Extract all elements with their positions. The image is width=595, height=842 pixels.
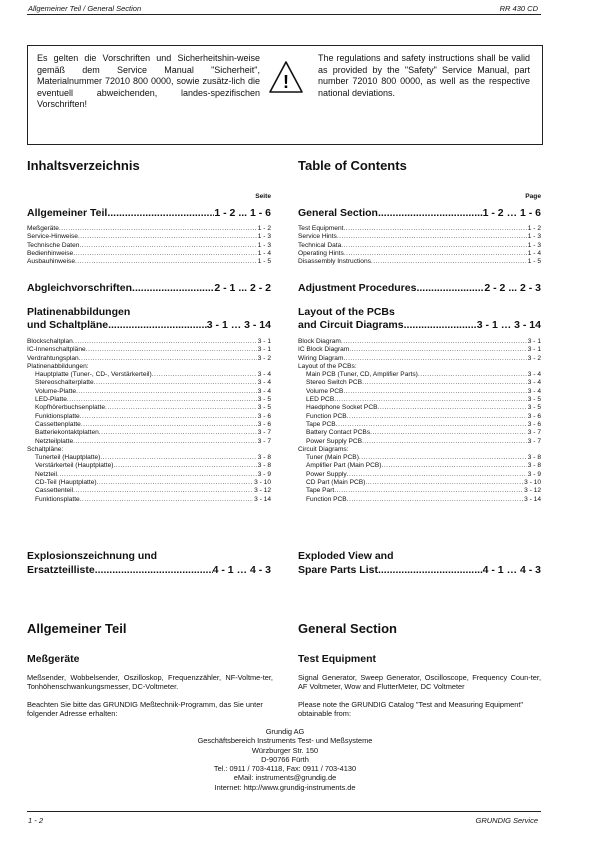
toc-de-section-4[interactable] (27, 564, 271, 577)
toc-entry-title: Layout of the PCBs: (298, 362, 357, 370)
address-line: Würzburger Str. 150 (251, 745, 319, 755)
general-en-paragraph-1: Signal Generator, Sweep Generator, Oscilloscope, Frequency Coun-ter, AF Voltmeter, Wow and FlutterMeter, DC Voltmeter (298, 673, 541, 692)
toc-entry-title: Meßgeräte (27, 225, 59, 232)
toc-entry[interactable] (27, 429, 271, 437)
toc-entry-title: Technische Daten (27, 241, 80, 249)
toc-entry[interactable] (27, 233, 271, 241)
address-line: Grundig AG (265, 727, 305, 736)
toc-de-section-1[interactable] (27, 207, 271, 220)
toc-leader-dots (73, 250, 257, 258)
toc-entry[interactable] (298, 421, 541, 429)
toc-entry-title: Funktionsplatte (35, 495, 80, 503)
toc-entry-page: 3 - 5 (527, 404, 541, 412)
toc-entry[interactable] (27, 413, 271, 421)
toc-entry-title: Tunerteil (Hauptplatte) (35, 454, 101, 462)
toc-entry-title: Main PCB (Tuner, CD, Amplifier Parts) (306, 371, 418, 379)
safety-notice-de: Es gelten die Vorschriften und Sicherheitshin-weise gemäß dem Service Manual "Sicherheit", Materialnummer 72010 800 0000, sowie zusätz-lich die eventuell abweichenden, landes-spezifischen Vorschriften! (37, 53, 260, 109)
toc-de-section-2[interactable] (27, 282, 271, 295)
toc-entry-page: 1 - 2 (527, 225, 541, 232)
toc-leader-dots (381, 462, 526, 470)
toc-en-section-4-pages: 4 - 1 … 4 - 3 (482, 564, 541, 576)
toc-entry[interactable] (298, 363, 541, 371)
toc-entry-title: Disassembly Instructions (298, 258, 371, 266)
toc-entry-title: Netzteilplatte (35, 437, 74, 445)
toc-entry-page: 1 - 4 (257, 249, 271, 257)
toc-entry-title: Amplifier Part (Main PCB) (306, 462, 382, 470)
toc-entry-page: 3 - 7 (527, 437, 541, 445)
general-en-title: General Section (298, 621, 397, 636)
toc-entry[interactable] (27, 471, 271, 479)
toc-entry-page: 3 - 6 (257, 420, 271, 428)
toc-entry[interactable] (298, 438, 541, 446)
toc-de-section-1-title: Allgemeiner Teil (27, 207, 108, 219)
toc-leader-dots (73, 438, 257, 446)
toc-entry-title: Batteriekontaktplatten (35, 429, 99, 437)
general-en-paragraph-2: Please note the GRUNDIG Catalog "Test and Measuring Equipment" obtainable from: (298, 700, 524, 719)
toc-entry-page: 3 - 14 (524, 495, 541, 503)
toc-leader-dots (418, 371, 527, 379)
toc-leader-dots (334, 396, 527, 404)
toc-entry[interactable] (298, 471, 541, 479)
toc-entry[interactable] (27, 487, 271, 495)
header-left: Allgemeiner Teil / General Section (28, 4, 142, 13)
toc-entry[interactable] (27, 396, 271, 404)
toc-entry-page: 3 - 4 (257, 371, 271, 379)
toc-entry[interactable] (27, 404, 271, 412)
toc-entry-page: 3 - 1 (257, 338, 271, 345)
toc-de-section-2-title: Abgleichvorschriften (27, 282, 133, 294)
toc-entry-title: Netzteil (35, 470, 57, 478)
toc-en-section-2[interactable] (298, 282, 541, 295)
toc-entry[interactable] (27, 258, 271, 266)
safety-notice-en: The regulations and safety instructions shall be valid as provided by the "Safety" Service Manual, part number 72010 800 0000, as well as the respective national deviations. (318, 53, 530, 98)
toc-entry[interactable] (298, 496, 541, 504)
toc-leader-dots (370, 429, 527, 437)
toc-leader-dots (79, 242, 256, 250)
toc-de-section-4-pages: 4 - 1 … 4 - 3 (212, 564, 271, 576)
toc-entry-page: 3 - 1 (527, 346, 541, 354)
toc-entry-page: 1 - 3 (257, 241, 271, 249)
toc-en-section-3-pages: 3 - 1 … 3 - 14 (476, 319, 541, 331)
footer-brand: GRUNDIG Service (475, 816, 538, 825)
toc-entry-title: Volume-Platte (35, 387, 77, 395)
toc-entry-page: 3 - 14 (254, 495, 271, 503)
toc-entry[interactable] (27, 338, 271, 346)
toc-leader-dots (347, 496, 523, 504)
toc-entry[interactable] (298, 371, 541, 379)
toc-leader-dots (341, 338, 527, 346)
toc-entry-page: 3 - 8 (257, 462, 271, 470)
toc-entry[interactable] (298, 462, 541, 470)
toc-entry[interactable] (27, 242, 271, 250)
toc-leader-dots (343, 225, 526, 233)
toc-entry-title: CD Part (Main PCB) (306, 479, 366, 487)
toc-leader-dots (81, 421, 257, 429)
toc-entry[interactable] (298, 446, 541, 454)
toc-leader-dots (99, 429, 257, 437)
toc-entry[interactable] (27, 479, 271, 487)
toc-entry-page: 3 - 6 (527, 420, 541, 428)
toc-leader-dots (97, 479, 254, 487)
toc-entry[interactable] (298, 346, 541, 354)
toc-leader-dots (57, 471, 257, 479)
toc-entry[interactable] (27, 363, 271, 371)
toc-entry-title: Test Equipment (298, 225, 344, 232)
toc-leader-dots (75, 258, 257, 266)
toc-leader-dots (347, 471, 527, 479)
toc-de-section-3[interactable] (27, 319, 271, 332)
toc-leader-dots (105, 404, 257, 412)
toc-entry[interactable] (27, 438, 271, 446)
toc-entry[interactable] (298, 379, 541, 387)
toc-de-s3-list (27, 338, 271, 504)
general-de-paragraph-2: Beachten Sie bitte das GRUNDIG Meßtechnik-Programm, das Sie unter folgender Adresse erhalten: (27, 700, 263, 719)
toc-en-section-3[interactable] (298, 319, 541, 332)
toc-entry-title: Power Supply (306, 470, 347, 478)
toc-entry-title: Power Supply PCB (306, 437, 363, 445)
toc-entry[interactable] (298, 338, 541, 346)
toc-entry[interactable] (27, 355, 271, 363)
toc-leader-dots (73, 338, 257, 346)
address-block (140, 727, 430, 792)
toc-leader-dots (344, 250, 527, 258)
toc-entry-title: Cassettenplatte (35, 420, 81, 428)
toc-entry-title: Stereo Switch PCB (306, 379, 363, 387)
toc-leader-dots (80, 413, 257, 421)
toc-de-section-3-title-1: Platinenabbildungen (27, 306, 131, 318)
toc-leader-dots (336, 421, 527, 429)
toc-entry-title: Tuner (Main PCB) (306, 454, 359, 462)
warning-triangle-icon (268, 60, 304, 94)
toc-entry-page: 3 - 8 (527, 454, 541, 462)
toc-entry-title: Service Hints (298, 233, 337, 241)
toc-entry-title: Verdrahtungsplan (27, 354, 79, 362)
toc-entry-title: Service-Hinweise (27, 233, 78, 241)
toc-leader-dots (80, 496, 253, 504)
toc-entry[interactable] (298, 479, 541, 487)
toc-entry[interactable] (298, 258, 541, 266)
toc-entry[interactable] (298, 355, 541, 363)
toc-entry-page: 3 - 9 (527, 470, 541, 478)
toc-entry-title: Tape PCB (306, 420, 336, 428)
toc-entry-page: 3 - 4 (527, 371, 541, 379)
toc-leader-dots (113, 462, 256, 470)
toc-entry-page: 3 - 6 (527, 412, 541, 420)
toc-entry-title: Verstärkerteil (Hauptplatte) (35, 462, 114, 470)
toc-en-section-1[interactable] (298, 207, 541, 220)
toc-leader-dots (334, 487, 523, 495)
toc-entry[interactable] (27, 371, 271, 379)
toc-entry-page: 1 - 5 (527, 258, 541, 266)
toc-de-section-4-title-1: Explosionszeichnung und (27, 550, 158, 562)
toc-entry[interactable] (27, 446, 271, 454)
toc-entry-title: Funktionsplatte (35, 412, 80, 420)
toc-leader-dots (365, 479, 523, 487)
toc-entry-title: Kopfhörerbuchsenplatte (35, 404, 106, 412)
toc-de-s1-list (27, 225, 271, 266)
toc-entry-page: 3 - 12 (524, 487, 541, 495)
toc-entry-page: 3 - 7 (257, 429, 271, 437)
toc-entry-page: 1 - 3 (527, 233, 541, 241)
toc-en-page-label: Page (525, 193, 541, 200)
toc-entry[interactable] (298, 388, 541, 396)
toc-en-section-1-title: General Section (298, 207, 378, 219)
toc-en-section-4[interactable] (298, 564, 541, 577)
footer-page-number: 1 - 2 (28, 816, 44, 825)
toc-entry-page: 3 - 7 (257, 437, 271, 445)
general-de-subtitle: Meßgeräte (27, 653, 80, 665)
toc-de-page-label: Seite (255, 193, 271, 200)
toc-entry-page: 3 - 12 (254, 487, 271, 495)
toc-entry-title: Schaltpläne: (27, 445, 64, 453)
toc-entry-page: 3 - 2 (257, 354, 271, 362)
toc-leader-dots (371, 258, 527, 266)
header-right: RR 430 CD (499, 4, 538, 13)
toc-entry-title: Block Diagram (298, 338, 341, 345)
toc-entry[interactable] (298, 396, 541, 404)
toc-leader-dots (152, 371, 257, 379)
toc-entry[interactable] (27, 454, 271, 462)
toc-en-s1-list (298, 225, 541, 266)
toc-entry-page: 3 - 2 (527, 354, 541, 362)
toc-entry-page: 3 - 6 (257, 412, 271, 420)
address-line: D-90766 Fürth (261, 754, 309, 764)
toc-leader-dots (100, 454, 256, 462)
toc-leader-dots (73, 487, 253, 495)
toc-de-section-4-title-2: Ersatzteilliste (27, 564, 95, 576)
toc-entry-title: Circuit Diagrams: (298, 445, 349, 453)
general-de-title: Allgemeiner Teil (27, 621, 127, 636)
toc-leader-dots (341, 242, 527, 250)
toc-de-title: Inhaltsverzeichnis (27, 158, 140, 173)
toc-en-section-3-title-1: Layout of the PCBs (298, 306, 395, 318)
toc-de-section-2-pages: 2 - 1 ... 2 - 2 (214, 282, 271, 294)
toc-entry-title: Platinenabbildungen: (27, 362, 89, 370)
toc-entry[interactable] (298, 487, 541, 495)
toc-entry[interactable] (298, 429, 541, 437)
toc-entry[interactable] (298, 454, 541, 462)
toc-entry-page: 1 - 3 (257, 233, 271, 241)
address-line: Geschäftsbereich Instruments Test- und Meßsysteme (197, 736, 373, 746)
toc-leader-dots (337, 233, 527, 241)
toc-entry[interactable] (298, 242, 541, 250)
general-de-paragraph-1: Meßsender, Wobbelsender, Oszilloskop, Frequenzzähler, NF-Voltme-ter, Tonhöhenschwankungsmesser, DC-Voltmeter. (27, 673, 273, 692)
toc-leader-dots (359, 454, 527, 462)
address-phone-line: Tel.: 0911 / 703-4118, Fax: 0911 / 703-4130 (213, 764, 357, 774)
address-website-link[interactable]: Internet: http://www.grundig-instruments.de (214, 782, 356, 792)
footer-rule (27, 811, 541, 812)
toc-entry[interactable] (27, 346, 271, 354)
toc-entry-title: IC-Innenschaltpläne (27, 346, 86, 354)
toc-entry-title: Blockschaltplan (27, 338, 73, 345)
toc-leader-dots (349, 346, 526, 354)
warning-symbol: ! (283, 72, 289, 92)
toc-entry-title: Ausbauhinweise (27, 258, 76, 266)
toc-entry-title: Cassettenteil (35, 487, 74, 495)
toc-entry[interactable] (298, 225, 541, 233)
toc-leader-dots (343, 355, 526, 363)
toc-entry-title: Volume PCB (306, 387, 344, 395)
toc-en-section-4-title-2: Spare Parts List (298, 564, 378, 576)
toc-leader-dots (79, 355, 257, 363)
toc-leader-dots (362, 379, 527, 387)
toc-entry-page: 3 - 7 (527, 429, 541, 437)
toc-entry[interactable] (298, 233, 541, 241)
toc-entry-title: CD-Teil (Hauptplatte) (35, 479, 97, 487)
toc-en-section-1-pages: 1 - 2 … 1 - 6 (482, 207, 541, 219)
toc-entry-title: Tape Part (306, 487, 335, 495)
toc-en-section-4-title-1: Exploded View and (298, 550, 394, 562)
toc-entry-title: Technical Data (298, 241, 342, 249)
toc-en-section-2-pages: 2 - 2 ... 2 - 3 (484, 282, 541, 294)
toc-de-section-3-title-2: und Schaltpläne (27, 319, 109, 331)
toc-entry[interactable] (27, 250, 271, 258)
toc-entry-title: Hauptplatte (Tuner-, CD-, Verstärkerteil) (35, 371, 152, 379)
toc-entry[interactable] (27, 462, 271, 470)
toc-entry-page: 3 - 10 (254, 479, 271, 487)
toc-entry-page: 3 - 8 (527, 462, 541, 470)
toc-leader-dots (59, 225, 257, 233)
toc-entry-page: 3 - 5 (527, 396, 541, 404)
toc-entry-title: Battery Contact PCBs (306, 429, 371, 437)
toc-en-section-3-title-2: and Circuit Diagrams (298, 319, 404, 331)
address-email-link[interactable]: eMail: instruments@grundig.de (233, 773, 337, 783)
toc-entry-title: Function PCB (306, 495, 347, 503)
toc-entry[interactable] (27, 421, 271, 429)
toc-entry-page: 1 - 2 (257, 225, 271, 232)
toc-entry-page: 3 - 4 (257, 379, 271, 387)
toc-entry[interactable] (298, 404, 541, 412)
toc-leader-dots (94, 379, 257, 387)
toc-leader-dots (86, 346, 257, 354)
toc-leader-dots (362, 438, 527, 446)
toc-entry-title: LED PCB (306, 396, 335, 404)
toc-leader-dots (78, 233, 257, 241)
toc-entry[interactable] (27, 225, 271, 233)
toc-en-s3-list (298, 338, 541, 504)
toc-entry-page: 3 - 8 (257, 454, 271, 462)
toc-leader-dots (76, 388, 257, 396)
toc-leader-dots (343, 388, 526, 396)
toc-entry-title: LED-Platte (35, 396, 67, 404)
toc-entry-title: IC Block Diagram (298, 346, 350, 354)
toc-en-title: Table of Contents (298, 158, 407, 173)
toc-entry-page: 3 - 5 (257, 396, 271, 404)
toc-entry[interactable] (298, 250, 541, 258)
toc-entry-title: Operating Hints (298, 249, 344, 257)
toc-entry-page: 1 - 5 (257, 258, 271, 266)
header-rule (27, 14, 541, 15)
general-en-subtitle: Test Equipment (298, 653, 376, 665)
toc-entry-title: Wiring Diagram (298, 354, 344, 362)
toc-de-section-3-pages: 3 - 1 … 3 - 14 (206, 319, 271, 331)
toc-leader-dots (347, 413, 527, 421)
toc-entry-page: 3 - 4 (527, 387, 541, 395)
toc-entry-title: Stereoschalterplatte (35, 379, 94, 387)
toc-entry-title: Function PCB (306, 412, 347, 420)
toc-entry-page: 1 - 4 (527, 249, 541, 257)
toc-entry[interactable] (27, 379, 271, 387)
toc-en-section-2-title: Adjustment Procedures (298, 282, 417, 294)
toc-entry-page: 1 - 3 (527, 241, 541, 249)
toc-entry-page: 3 - 4 (257, 387, 271, 395)
toc-entry-page: 3 - 9 (257, 470, 271, 478)
toc-de-section-1-pages: 1 - 2 ... 1 - 6 (214, 207, 271, 219)
toc-entry-page: 3 - 4 (527, 379, 541, 387)
toc-leader-dots (377, 404, 526, 412)
toc-entry-page: 3 - 1 (257, 346, 271, 354)
toc-entry[interactable] (298, 413, 541, 421)
toc-leader-dots (67, 396, 257, 404)
toc-entry-page: 3 - 5 (257, 404, 271, 412)
toc-entry[interactable] (27, 388, 271, 396)
toc-entry-title: Haedphone Socket PCB (306, 404, 378, 412)
toc-entry-page: 3 - 10 (524, 479, 541, 487)
toc-entry[interactable] (27, 496, 271, 504)
toc-entry-title: Bedienhinweise (27, 249, 74, 257)
toc-entry-page: 3 - 1 (527, 338, 541, 345)
